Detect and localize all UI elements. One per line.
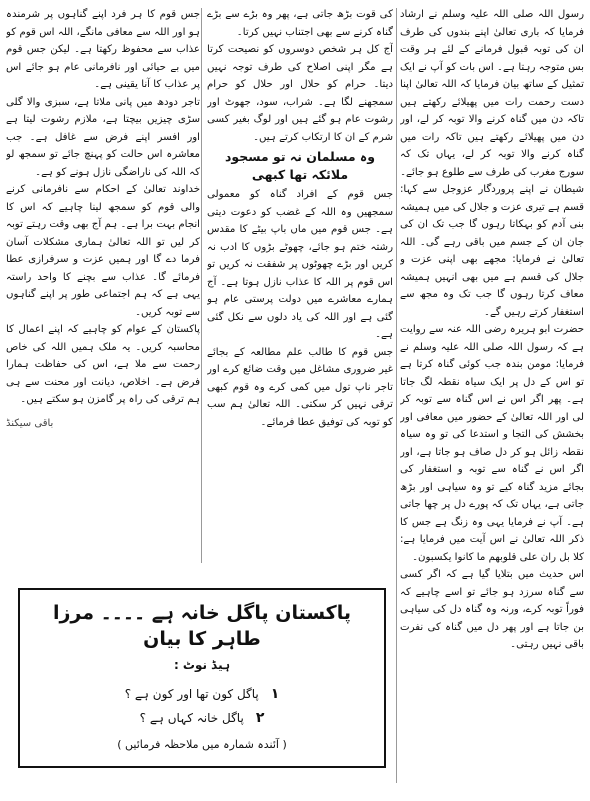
paragraph: آج کل ہر شخص دوسروں کو نصیحت کرتا ہے مگر اپنی اصلاح کی طرف توجہ نہیں دیتا۔ حرام کو حلال اور حلال کو حرام سمجھنے لگا ہے۔ شراب، سود، جھوٹ اور رشوت عام ہو گئے ہیں اور لوگ بغیر کسی شرم کے ان کا ارتکاب کرتے ہیں۔: [207, 44, 393, 143]
paragraph: حضرت ابو ہریرہ رضی اللہ عنہ سے روایت ہے کہ رسول اللہ صلی اللہ علیہ وسلم نے فرمایا: مومن بندہ جب کوئی گناہ کرتا ہے تو اس کے دل پر ایک سیاہ نقطہ لگ جاتا ہے۔ پھر اگر اس نے اس گناہ سے توبہ کر لی اور اللہ تعالیٰ کے حضور میں معافی اور بخشش کی التجا و استدعا کی تو وہ سیاہ نقطہ زائل ہو کر دل صاف ہو جاتا ہے، اور اگر اس نے گناہ سے توبہ و استغفار کی بجائے مزید گناہ کیے تو وہ سیاہی اور بڑھ جاتی ہے، یہاں تک کہ پورے دل پر چھا جاتی ہے۔ آپ نے فرمایا یہی وہ زنگ ہے جس کا ذکر اللہ تعالیٰ نے اس آیت میں فرمایا ہے: کلا بل ران علی قلوبھم ما کانوا یکسبون۔: [400, 324, 584, 563]
ad-item-text: پاگل خانہ کہاں ہے ؟: [139, 711, 244, 725]
paragraph: پاکستان کے عوام کو چاہیے کہ اپنے اعمال کا محاسبہ کریں۔ یہ ملک ہمیں اللہ کی خاص رحمت سے ملا ہے، اس کی حفاظت ہمارا فرض ہے۔ اخلاص، دیانت اور محنت سے ہی ہم ترقی کی راہ پر گامزن ہو سکتے ہیں۔: [6, 324, 200, 405]
middle-column: [207, 6, 393, 566]
paragraph: خداوند تعالیٰ کے احکام سے نافرمانی کرنے والی قوم کو سمجھ لینا چاہیے کہ اس کا انجام بہت برا ہے۔ ہم آج بھی وقت رہتے توبہ کر لیں تو اللہ تعالیٰ ہماری مشکلات آسان فرما دے گا اور ہمیں عزت و سرفرازی عطا فرمائے گا۔ عذاب سے بچنے کا واحد راستہ یہی ہے کہ ہم اجتماعی طور پر اپنے گناہوں سے توبہ کریں۔: [6, 184, 200, 318]
ad-item-number: ۱: [270, 686, 280, 702]
continued-note: باقی سیکنڈ: [6, 417, 54, 429]
ad-item: [20, 682, 384, 706]
ad-item-text: پاگل کون تھا اور کون ہے ؟: [124, 687, 259, 701]
ad-note: ( آئندہ شمارہ میں ملاحظہ فرمائیں ): [117, 738, 287, 751]
paragraph: اس حدیث میں بتلایا گیا ہے کہ اگر کسی سے گناہ سرزد ہو جائے تو اسے چاہیے کہ فوراً توبہ کرے، ورنہ وہ گناہ دل کی سیاہی بن جاتا ہے اور پھر دل میں گناہ کی نفرت باقی نہیں رہتی۔: [400, 569, 584, 650]
column-divider: [396, 8, 397, 783]
right-column: [400, 6, 584, 788]
ad-subtitle: ہیڈ نوٹ :: [173, 658, 231, 672]
paragraph: جس قوم کا ہر فرد اپنے گناہوں پر شرمندہ ہو اور اللہ سے معافی مانگے، اللہ اس قوم کو عذاب سے محفوظ رکھتا ہے۔ لیکن جس قوم میں بے حیائی اور نافرمانی عام ہو جائے اس پر عذاب کا آنا یقینی ہے۔: [6, 9, 200, 90]
section-heading: وہ مسلمان نہ تو مسجود ملائکہ تھا کبھی: [224, 149, 376, 182]
ad-item-number: ۲: [255, 710, 265, 726]
advertisement-box: [18, 588, 386, 768]
paragraph: رسول اللہ صلی اللہ علیہ وسلم نے ارشاد فرمایا کہ باری تعالیٰ اپنے بندوں کی طرف ان کی توبہ قبول فرمانے کے لئے ہر وقت بس متوجہ رہتا ہے۔ اس بات کو آپ نے ایک تمثیل کے ساتھ بیان فرمایا کہ اللہ تعالیٰ اپنا دست رحمت رات میں پھیلائے رکھتے ہیں تاکہ دن میں گناہ کرنے والا توبہ کر لے، اور دن میں پھیلائے رکھتے ہیں تاکہ رات میں گناہ کرنے والا توبہ کر لے، یہاں تک کہ سورج مغرب کی طرف سے طلوع ہو جائے۔: [400, 9, 584, 178]
paragraph: جس قوم کے افراد گناہ کو معمولی سمجھیں وہ اللہ کے غضب کو دعوت دیتی ہے۔ جس قوم میں ماں باپ بیٹے کا مقدس رشتہ ختم ہو جائے، چھوٹے بڑوں کا ادب نہ کریں اور بڑے چھوٹوں پر شفقت نہ کریں تو اس قوم پر اللہ کا عذاب نازل ہوتا ہے۔ آج ہمارے معاشرے میں دولت پرستی عام ہو گئی ہے اور اللہ کی یاد دلوں سے نکل گئی ہے۔: [207, 189, 393, 340]
ad-title: پاکستان پاگل خانہ ہے ۔۔۔۔ مرزا طاہر کا بیان: [52, 602, 352, 650]
left-column: [6, 6, 200, 566]
paragraph: جس قوم کا طالب علم مطالعہ کے بجائے غیر ضروری مشاغل میں وقت ضائع کرے اور تاجر ناپ تول میں کمی کرے وہ قوم کبھی ترقی نہیں کر سکتی۔ اللہ تعالیٰ ہم سب کو توبہ کی توفیق عطا فرمائے۔: [207, 346, 393, 428]
paragraph: تاجر دودھ میں پانی ملاتا ہے، سبزی والا گلی سڑی چیزیں بیچتا ہے، ملازم رشوت لیتا ہے اور افسر اپنے فرض سے غافل ہے۔ جب معاشرہ اس حالت کو پہنچ جائے تو سمجھ لو کہ اللہ کی ناراضگی نازل ہونے کو ہے۔: [6, 96, 200, 178]
paragraph: کی قوت بڑھ جاتی ہے، پھر وہ بڑے سے بڑے گناہ کرنے سے بھی اجتناب نہیں کرتا۔: [207, 9, 393, 38]
paragraph: شیطان نے اپنے پروردگار عزوجل سے کہا: قسم ہے تیری عزت و جلال کی میں ہمیشہ بنی آدم کو بہکاتا رہوں گا جب تک ان کی جان ان کے جسم میں باقی رہے گی۔ اللہ تعالیٰ نے فرمایا: مجھے بھی اپنی عزت و جلال کی قسم ہے میں بھی انہیں ہمیشہ معاف کرتا رہوں گا جب تک وہ مجھ سے استغفار کرتے رہیں گے۔: [400, 184, 584, 318]
column-divider: [201, 8, 202, 563]
ad-item: [20, 706, 384, 730]
